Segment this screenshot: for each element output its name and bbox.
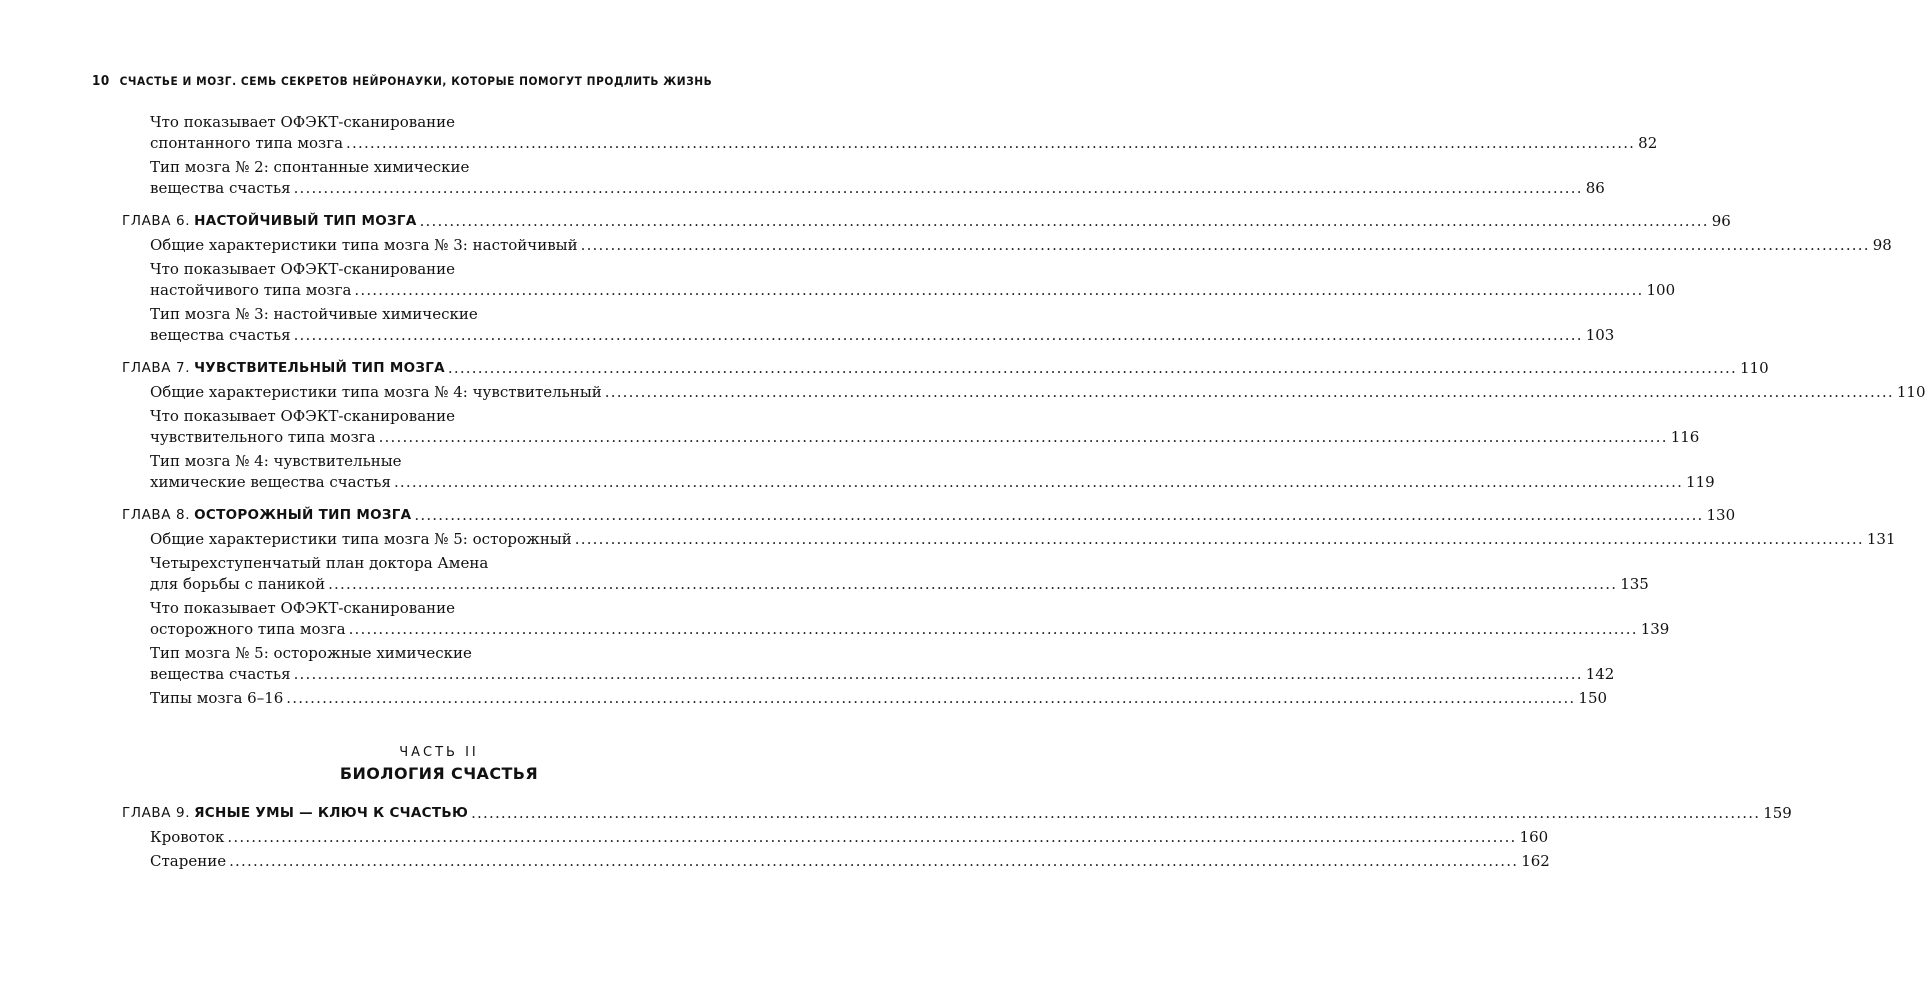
toc-entry-title: вещества счастья [150,179,291,197]
toc-page-number: 110 [1896,383,1926,401]
toc-entry-title: Общие характеристики типа мозга № 4: чувствительный [150,383,602,401]
toc-page-number: 98 [1872,236,1892,254]
toc-entry [150,304,1615,346]
toc-entry [150,235,1892,256]
toc-page-number: 82 [1638,134,1658,152]
toc-entry-title-line: Что показывает ОФЭКТ-сканирование [150,599,456,617]
dot-leader: ........................................................................................................................................................................................................................ [293,326,1583,344]
toc-page-number: 110 [1740,359,1769,377]
toc-chapter [122,211,1731,232]
chapter-label: ГЛАВА 6. [122,213,191,229]
toc-entry-title: осторожного типа мозга [150,620,346,638]
dot-leader: ........................................................................................................................................................................................................................ [227,828,1517,846]
dot-leader: ........................................................................................................................................................................................................................ [229,852,1519,870]
dot-leader: ........................................................................................................................................................................................................................ [346,134,1636,152]
dot-leader: ........................................................................................................................................................................................................................ [604,383,1894,401]
chapter-title: ЯСНЫЕ УМЫ — КЛЮЧ К СЧАСТЬЮ [194,805,469,821]
toc-page-number: 150 [1578,689,1608,707]
toc-entry-title: настойчивого типа мозга [150,281,352,299]
toc-entry [150,406,1700,448]
dot-leader: ........................................................................................................................................................................................................................ [414,506,1704,524]
dot-leader: ........................................................................................................................................................................................................................ [328,575,1618,593]
part-heading [150,745,728,783]
table-of-contents [122,112,1926,875]
toc-entry-title: спонтанного типа мозга [150,134,344,152]
dot-leader: ........................................................................................................................................................................................................................ [348,620,1638,638]
toc-page-number: 160 [1519,828,1549,846]
toc-page-number: 139 [1640,620,1670,638]
toc-entry-title-line: Что показывает ОФЭКТ-сканирование [150,260,456,278]
toc-entry-title: Общие характеристики типа мозга № 3: настойчивый [150,236,578,254]
chapter-label: ГЛАВА 9. [122,805,191,821]
part-title: БИОЛОГИЯ СЧАСТЬЯ [339,764,539,783]
toc-entry-title-line: Тип мозга № 5: осторожные химические [150,644,472,662]
chapter-title: ОСТОРОЖНЫЙ ТИП МОЗГА [194,507,412,523]
dot-leader: ........................................................................................................................................................................................................................ [447,359,1737,377]
toc-entry-title: вещества счастья [150,665,291,683]
dot-leader: ........................................................................................................................................................................................................................ [286,689,1576,707]
part-label: ЧАСТЬ II [399,745,479,760]
toc-entry-title-line: Что показывает ОФЭКТ-сканирование [150,407,456,425]
toc-entry [150,688,1608,709]
toc-entry-title: Общие характеристики типа мозга № 5: осторожный [150,530,572,548]
running-title: СЧАСТЬЕ И МОЗГ. СЕМЬ СЕКРЕТОВ НЕЙРОНАУКИ, КОТОРЫЕ ПОМОГУТ ПРОДЛИТЬ ЖИЗНЬ [119,74,713,88]
toc-page-number: 86 [1585,179,1605,197]
toc-entry-title-line: Четырехступенчатый план доктора Амена [150,554,489,572]
toc-entry [150,598,1670,640]
toc-page-number: 142 [1585,665,1615,683]
toc-entry-title-line: Тип мозга № 4: чувствительные [150,452,402,470]
toc-entry [150,827,1549,848]
toc-page-number: 116 [1670,428,1700,446]
dot-leader: ........................................................................................................................................................................................................................ [471,804,1761,822]
toc-page-number: 135 [1620,575,1649,593]
dot-leader: ........................................................................................................................................................................................................................ [574,530,1864,548]
toc-chapter [122,358,1769,379]
toc-entry-title: Типы мозга 6–16 [150,689,284,707]
toc-page-number: 100 [1646,281,1676,299]
toc-page-number: 96 [1711,212,1731,230]
toc-chapter [122,505,1736,526]
toc-page-number: 131 [1866,530,1896,548]
toc-page-number: 103 [1585,326,1615,344]
toc-entry-title-line: Что показывает ОФЭКТ-сканирование [150,113,456,131]
dot-leader: ........................................................................................................................................................................................................................ [293,665,1583,683]
toc-entry [150,451,1715,493]
toc-entry [150,643,1615,685]
chapter-label: ГЛАВА 7. [122,360,191,376]
toc-chapter [122,803,1792,824]
chapter-title: ЧУВСТВИТЕЛЬНЫЙ ТИП МОЗГА [194,360,445,376]
page-number: 10 [92,74,110,89]
toc-entry [150,382,1926,403]
toc-entry [150,851,1550,872]
toc-page-number: 159 [1763,804,1792,822]
toc-entry [150,259,1676,301]
toc-entry [150,157,1605,199]
dot-leader: ........................................................................................................................................................................................................................ [354,281,1644,299]
dot-leader: ........................................................................................................................................................................................................................ [580,236,1870,254]
toc-entry-title: Кровоток [150,828,225,846]
toc-page-number: 130 [1706,506,1736,524]
toc-entry-title: вещества счастья [150,326,291,344]
toc-entry-title: Старение [150,852,227,870]
toc-entry-title-line: Тип мозга № 2: спонтанные химические [150,158,470,176]
toc-entry-title: химические вещества счастья [150,473,391,491]
toc-entry-title: для борьбы с паникой [150,575,326,593]
chapter-label: ГЛАВА 8. [122,507,191,523]
dot-leader: ........................................................................................................................................................................................................................ [419,212,1709,230]
chapter-title: НАСТОЙЧИВЫЙ ТИП МОЗГА [194,213,417,229]
toc-entry-title-line: Тип мозга № 3: настойчивые химические [150,305,478,323]
toc-entry [150,553,1649,595]
toc-page-number: 119 [1686,473,1715,491]
running-head [92,74,713,89]
toc-page-number: 162 [1521,852,1550,870]
toc-entry [150,112,1658,154]
dot-leader: ........................................................................................................................................................................................................................ [293,179,1583,197]
toc-entry-title: чувствительного типа мозга [150,428,376,446]
toc-entry [150,529,1896,550]
dot-leader: ........................................................................................................................................................................................................................ [378,428,1668,446]
dot-leader: ........................................................................................................................................................................................................................ [393,473,1684,491]
